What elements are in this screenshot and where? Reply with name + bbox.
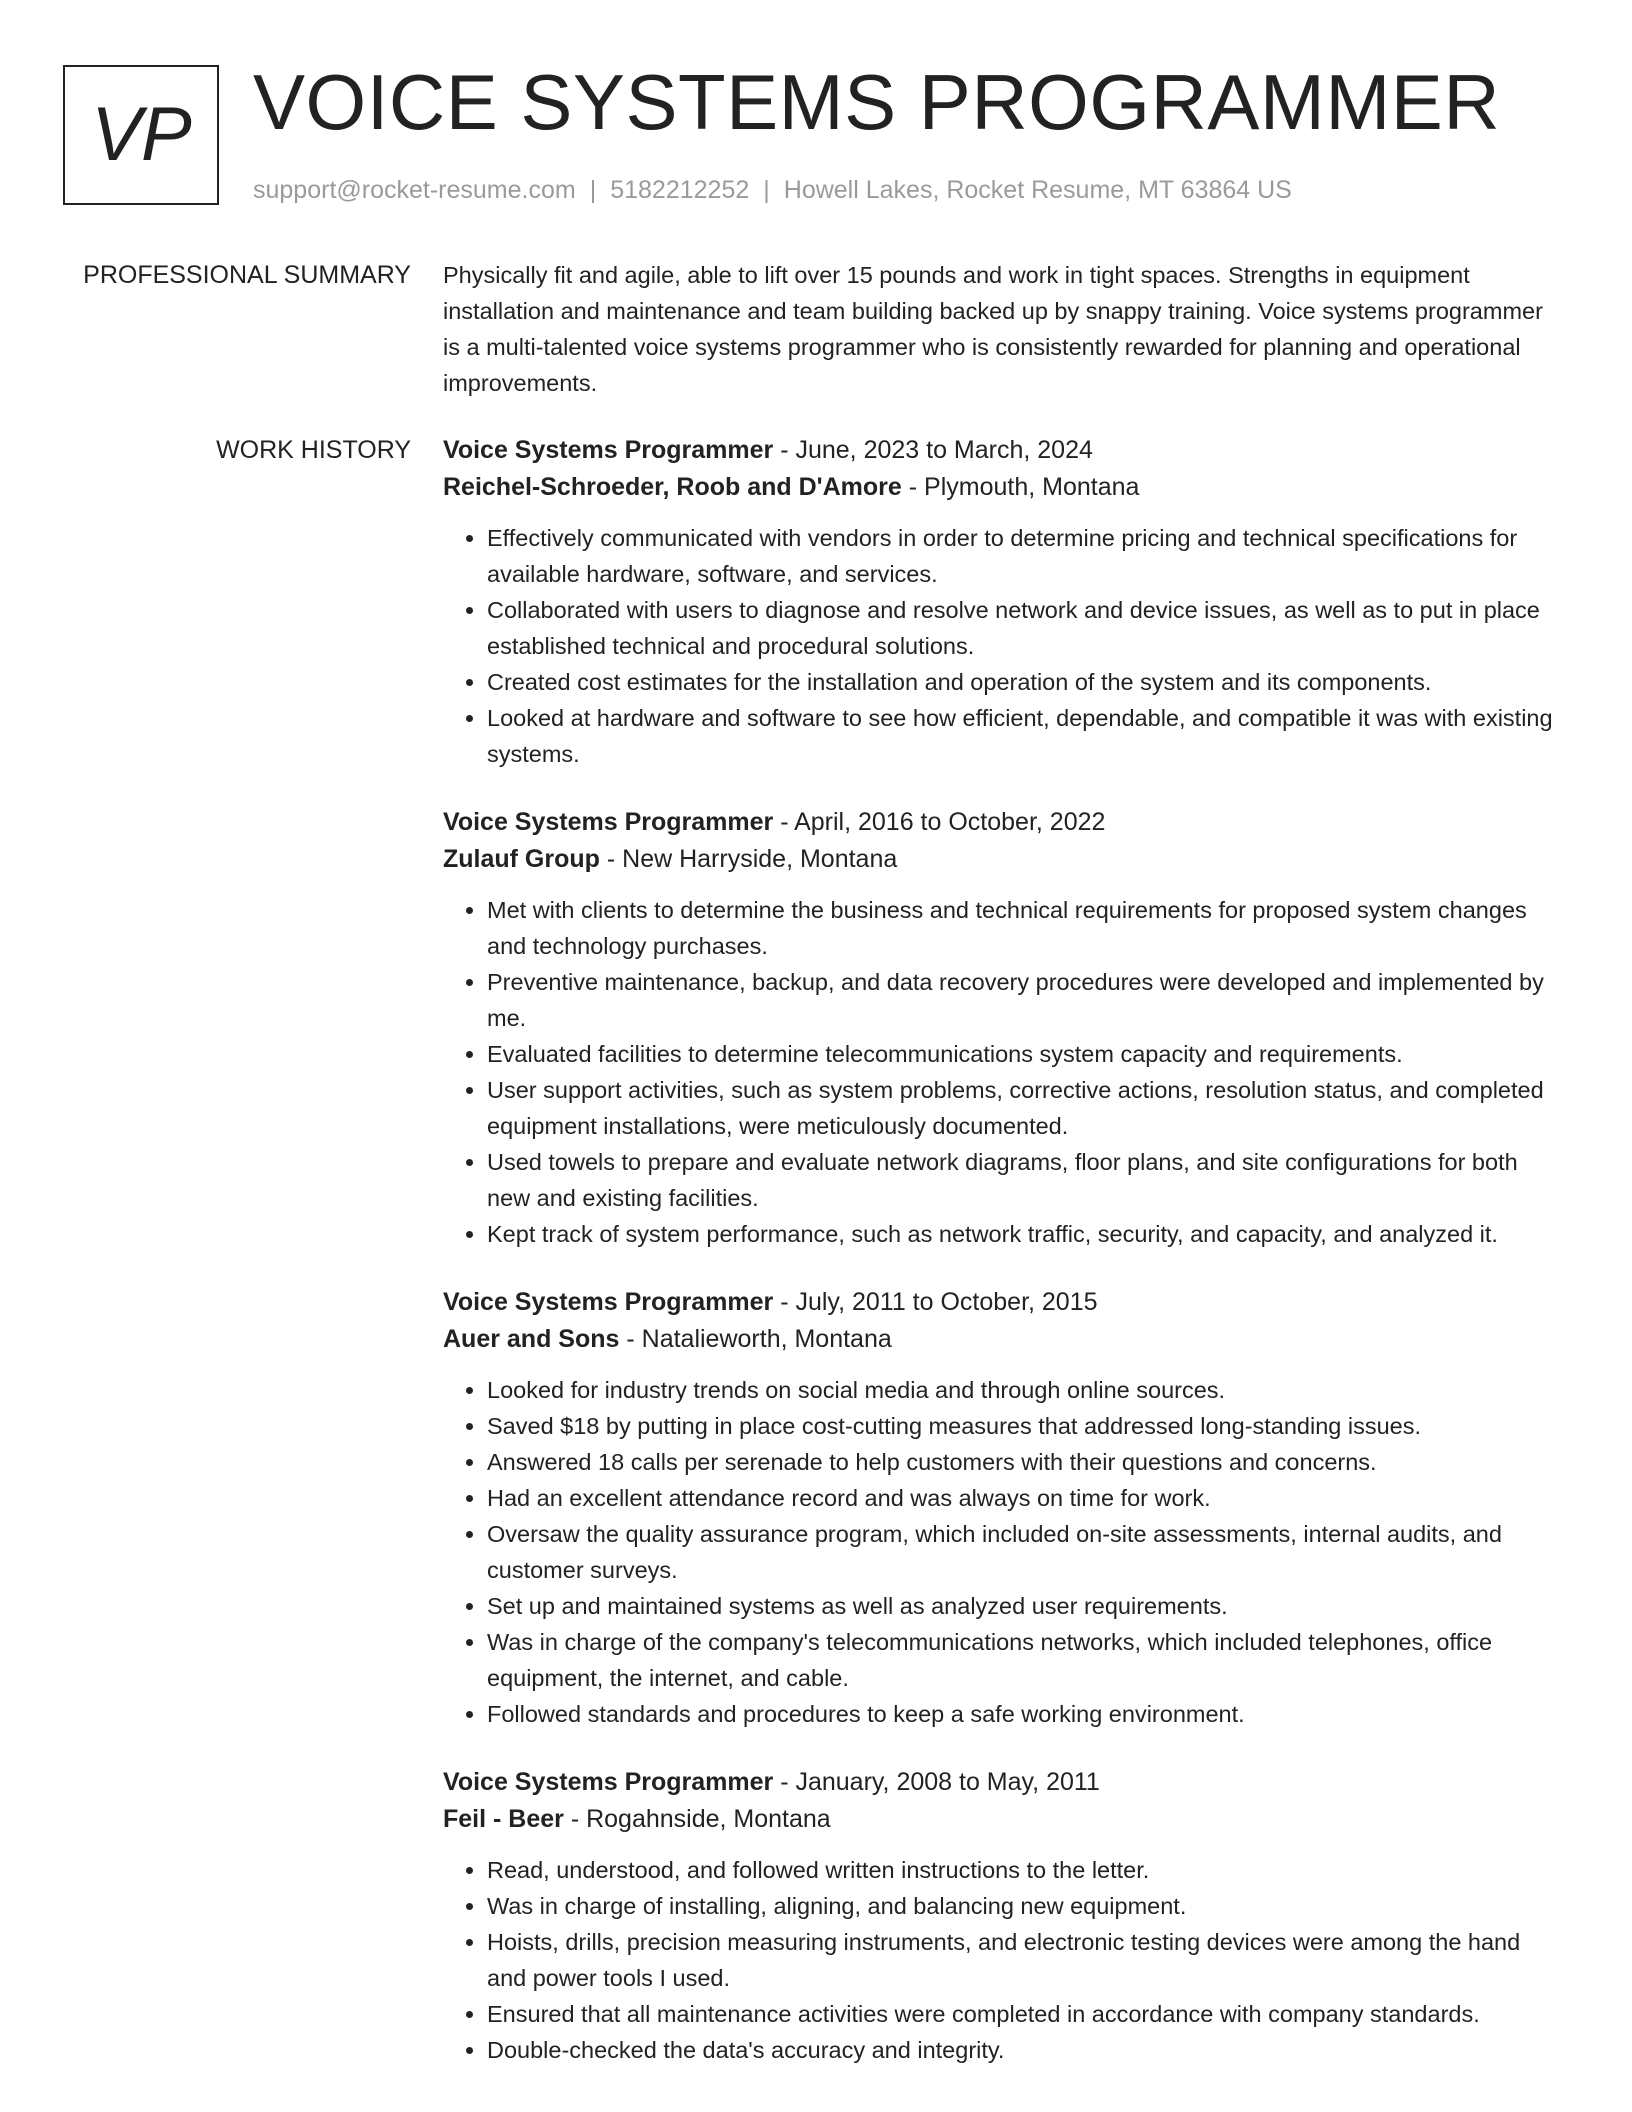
job-dates: - January, 2008 to May, 2011 bbox=[773, 1768, 1100, 1796]
job-bullet: • Met with clients to determine the business and technical requirements for proposed system changes and technology purchases. bbox=[487, 892, 1563, 964]
job-bullet: • Ensured that all maintenance activities were completed in accordance with company standards. bbox=[487, 1996, 1563, 2032]
job-bullet: • Was in charge of installing, aligning, and balancing new equipment. bbox=[487, 1888, 1563, 1924]
job-company-line bbox=[443, 469, 1563, 506]
job-location: - Natalieworth, Montana bbox=[619, 1325, 892, 1353]
job-entry bbox=[443, 1764, 1563, 2068]
page-title: VOICE SYSTEMS PROGRAMMER bbox=[253, 58, 1501, 146]
job-company: Feil - Beer bbox=[443, 1805, 564, 1833]
job-bullet: • Created cost estimates for the installation and operation of the system and its components. bbox=[487, 664, 1563, 700]
job-company-line bbox=[443, 1321, 1563, 1358]
summary-text: Physically fit and agile, able to lift over 15 pounds and work in tight spaces. Strengths in equipment installation and maintenance and team building backed up by snappy training. Voice systems programmer is a multi-talented voice systems programmer who is consistently rewarded for planning and operational improvements. bbox=[443, 262, 1543, 396]
job-title: Voice Systems Programmer bbox=[443, 1768, 774, 1796]
job-bullet: • Looked at hardware and software to see how efficient, dependable, and compatible it was with existing systems. bbox=[487, 700, 1563, 772]
job-title-line bbox=[443, 804, 1563, 841]
job-title: Voice Systems Programmer bbox=[443, 1288, 774, 1316]
job-bullet: • Collaborated with users to diagnose and resolve network and device issues, as well as to put in place established technical and procedural solutions. bbox=[487, 592, 1563, 664]
job-bullet: • User support activities, such as system problems, corrective actions, resolution status, and completed equipment installations, were meticulously documented. bbox=[487, 1072, 1563, 1144]
job-bullet: • Saved $18 by putting in place cost-cutting measures that addressed long-standing issues. bbox=[487, 1408, 1563, 1444]
job-bullet-list bbox=[443, 1372, 1563, 1732]
job-bullet: • Double-checked the data's accuracy and integrity. bbox=[487, 2032, 1563, 2068]
job-bullet: • Oversaw the quality assurance program, which included on-site assessments, internal audits, and customer surveys. bbox=[487, 1516, 1563, 1588]
job-bullet: • Preventive maintenance, backup, and data recovery procedures were developed and implemented by me. bbox=[487, 964, 1563, 1036]
contact-separator: | bbox=[589, 176, 597, 204]
job-bullet-list bbox=[443, 892, 1563, 1252]
job-dates: - June, 2023 to March, 2024 bbox=[773, 436, 1093, 464]
job-bullet: • Effectively communicated with vendors in order to determine pricing and technical specifications for available hardware, software, and services. bbox=[487, 520, 1563, 592]
job-title: Voice Systems Programmer bbox=[443, 436, 774, 464]
job-bullet: • Evaluated facilities to determine telecommunications system capacity and requirements. bbox=[487, 1036, 1563, 1072]
job-bullet-list bbox=[443, 520, 1563, 772]
contact-line bbox=[253, 172, 1292, 208]
job-location: - Plymouth, Montana bbox=[901, 473, 1140, 501]
job-company: Zulauf Group bbox=[443, 845, 600, 873]
work-history-body bbox=[443, 432, 1563, 2100]
job-title-line bbox=[443, 1764, 1563, 1801]
job-entry bbox=[443, 804, 1563, 1252]
summary-body bbox=[443, 257, 1563, 401]
job-location: - New Harryside, Montana bbox=[599, 845, 898, 873]
job-bullet: • Was in charge of the company's telecommunications networks, which included telephones, office equipment, the internet, and cable. bbox=[487, 1624, 1563, 1696]
monogram-initials: VP bbox=[91, 92, 191, 177]
job-company-line bbox=[443, 1801, 1563, 1838]
job-bullet: • Hoists, drills, precision measuring instruments, and electronic testing devices were among the hand and power tools I used. bbox=[487, 1924, 1563, 1996]
job-entry bbox=[443, 1284, 1563, 1732]
job-bullet: • Read, understood, and followed written instructions to the letter. bbox=[487, 1852, 1563, 1888]
job-location: - Rogahnside, Montana bbox=[563, 1805, 831, 1833]
job-company: Auer and Sons bbox=[443, 1325, 620, 1353]
job-entry bbox=[443, 432, 1563, 772]
job-bullet: • Kept track of system performance, such as network traffic, security, and capacity, and analyzed it. bbox=[487, 1216, 1563, 1252]
contact-separator: | bbox=[763, 176, 770, 204]
job-bullet: • Answered 18 calls per serenade to help customers with their questions and concerns. bbox=[487, 1444, 1563, 1480]
contact-phone: 5182212252 bbox=[610, 176, 750, 204]
job-bullet: • Used towels to prepare and evaluate network diagrams, floor plans, and site configurations for both new and existing facilities. bbox=[487, 1144, 1563, 1216]
job-title-line bbox=[443, 432, 1563, 469]
summary-heading: PROFESSIONAL SUMMARY bbox=[83, 261, 411, 289]
job-bullet: • Looked for industry trends on social media and through online sources. bbox=[487, 1372, 1563, 1408]
contact-email: support@rocket-resume.com bbox=[253, 176, 576, 204]
job-dates: - July, 2011 to October, 2015 bbox=[773, 1288, 1098, 1316]
job-dates: - April, 2016 to October, 2022 bbox=[773, 808, 1106, 836]
job-bullet: • Followed standards and procedures to keep a safe working environment. bbox=[487, 1696, 1563, 1732]
job-bullet-list bbox=[443, 1852, 1563, 2068]
job-company: Reichel-Schroeder, Roob and D'Amore bbox=[443, 473, 902, 501]
job-title: Voice Systems Programmer bbox=[443, 808, 774, 836]
monogram-box bbox=[63, 65, 219, 205]
job-bullet: • Had an excellent attendance record and was always on time for work. bbox=[487, 1480, 1563, 1516]
contact-address: Howell Lakes, Rocket Resume, MT 63864 US bbox=[783, 176, 1292, 204]
work-history-heading: WORK HISTORY bbox=[216, 436, 411, 464]
job-bullet: • Set up and maintained systems as well as analyzed user requirements. bbox=[487, 1588, 1563, 1624]
job-company-line bbox=[443, 841, 1563, 878]
job-title-line bbox=[443, 1284, 1563, 1321]
